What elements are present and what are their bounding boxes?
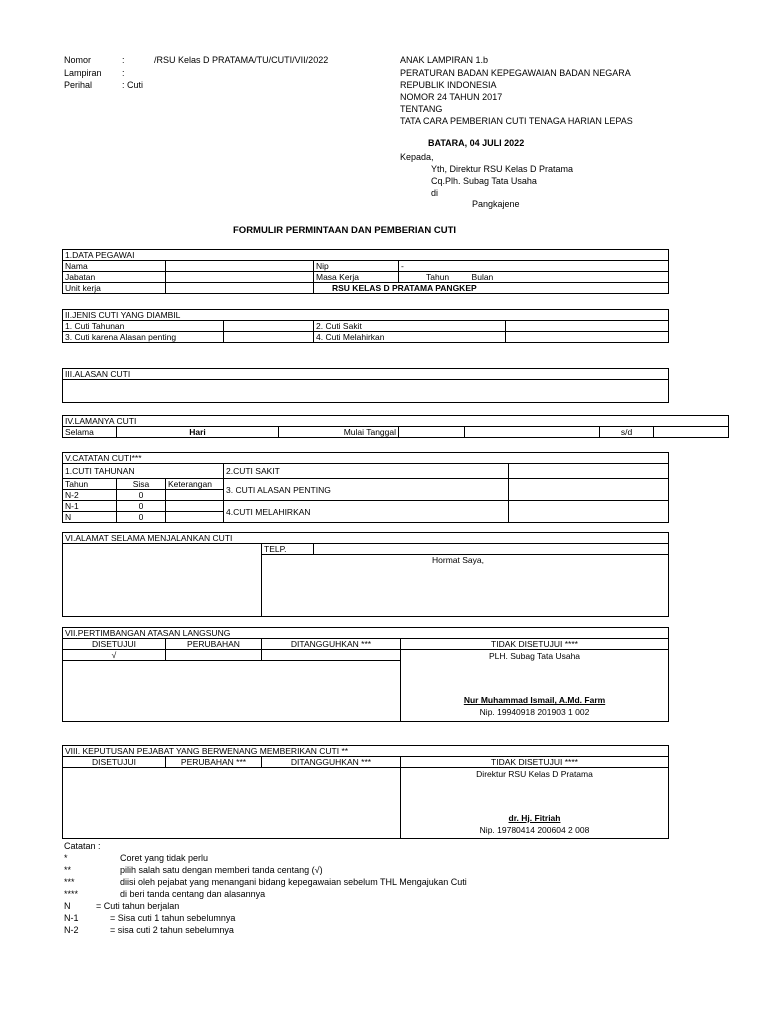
section-5-title: V.CATATAN CUTI*** — [63, 453, 669, 464]
mulai-tanggal-field[interactable] — [465, 427, 600, 438]
section-2-title: II.JENIS CUTI YANG DIAMBIL — [63, 310, 669, 321]
checkbox-cuti-tahunan[interactable] — [224, 321, 314, 332]
option-cuti-melahirkan: 4. Cuti Melahirkan — [314, 332, 506, 343]
tahun-label: Tahun — [426, 272, 450, 282]
perubahan-field[interactable] — [166, 650, 262, 661]
note-text: = Sisa cuti 1 tahun sebelumnya — [110, 913, 236, 923]
annex-line-5: TENTANG — [400, 104, 443, 114]
row-tahun: N — [63, 512, 117, 523]
addressee-cq: Cq.Plh. Subag Tata Usaha — [431, 176, 537, 186]
col-tahun: Tahun — [63, 479, 117, 490]
kepada: Kepada, — [400, 152, 434, 162]
row-sisa: 0 — [117, 512, 166, 523]
sd-label: s/d — [600, 427, 654, 438]
note-text: di beri tanda centang dan alasannya — [120, 889, 266, 899]
form-title: FORMULIR PERMINTAAN DAN PEMBERIAN CUTI — [233, 225, 457, 236]
mulai-spacer — [399, 427, 465, 438]
row-keterangan[interactable] — [166, 512, 224, 523]
nomor-label: Nomor — [64, 55, 92, 65]
row-tahun: N-1 — [63, 501, 117, 512]
annex-line-6: TATA CARA PEMBERIAN CUTI TENAGA HARIAN LEPAS — [400, 116, 633, 126]
section-1-title: 1.DATA PEGAWAI — [63, 250, 669, 261]
pejabat-nip: Nip. 19780414 200604 2 008 — [479, 825, 590, 835]
masa-kerja-field[interactable] — [399, 272, 669, 283]
note-key: N — [64, 901, 71, 911]
pejabat-position: Direktur RSU Kelas D Pratama — [476, 769, 593, 779]
col-tidak-disetujui: TIDAK DISETUJUI **** — [401, 757, 669, 768]
section-6-title: VI.ALAMAT SELAMA MENJALANKAN CUTI — [63, 533, 669, 544]
checkbox-cuti-alasan-penting[interactable] — [224, 332, 314, 343]
nama-field[interactable] — [166, 261, 314, 272]
col-perubahan: PERUBAHAN *** — [166, 757, 262, 768]
section-keputusan-pejabat — [62, 745, 669, 839]
section-7-title: VII.PERTIMBANGAN ATASAN LANGSUNG — [63, 628, 669, 639]
hari-field[interactable]: Hari — [117, 427, 279, 438]
col-ditangguhkan: DITANGGUHKAN *** — [262, 639, 401, 650]
addressee: Yth, Direktur RSU Kelas D Pratama — [431, 164, 574, 174]
addressee-city: Pangkajene — [472, 199, 520, 209]
annex-line-3: REPUBLIK INDONESIA — [400, 80, 497, 90]
pejabat-name: dr. Hj. Fitriah — [508, 813, 561, 823]
hormat-saya: Hormat Saya, — [262, 555, 669, 617]
atasan-name: Nur Muhammad Ismail, A.Md. Farm — [463, 695, 606, 705]
lampiran-separator: : — [122, 68, 125, 78]
col-disetujui: DISETUJUI — [63, 639, 166, 650]
note-key: N-1 — [64, 913, 79, 923]
note-key: N-2 — [64, 925, 79, 935]
col-tidak-disetujui: TIDAK DISETUJUI **** — [401, 639, 669, 650]
selama-label: Selama — [63, 427, 117, 438]
section-8-title: VIII. KEPUTUSAN PEJABAT YANG BERWENANG MEMBERIKAN CUTI ** — [63, 746, 669, 757]
atasan-signature-block — [401, 650, 669, 722]
cuti-alasan-penting-field[interactable] — [509, 479, 669, 501]
section-pertimbangan-atasan — [62, 627, 669, 722]
section-data-pegawai — [62, 249, 669, 294]
pertimbangan-notes-field[interactable] — [63, 661, 401, 722]
col-ditangguhkan: DITANGGUHKAN *** — [262, 757, 401, 768]
telp-label: TELP. — [262, 544, 314, 555]
jabatan-label: Jabatan — [63, 272, 166, 283]
masa-kerja-label: Masa Kerja — [314, 272, 399, 283]
option-cuti-sakit: 2. Cuti Sakit — [314, 321, 506, 332]
note-text: pilih salah satu dengan memberi tanda centang (√) — [120, 865, 323, 875]
section-jenis-cuti — [62, 309, 669, 343]
col-disetujui: DISETUJUI — [63, 757, 166, 768]
ditangguhkan-field[interactable] — [262, 650, 401, 661]
cuti-sakit-label: 2.CUTI SAKIT — [224, 464, 509, 479]
cuti-sakit-field[interactable] — [509, 464, 669, 479]
nomor-separator: : — [122, 55, 125, 65]
note-key: *** — [64, 877, 75, 887]
pejabat-signature-block — [401, 768, 669, 839]
row-tahun: N-2 — [63, 490, 117, 501]
perihal-value: : Cuti — [122, 80, 144, 90]
cuti-melahirkan-label: 4.CUTI MELAHIRKAN — [224, 501, 509, 523]
section-alamat-cuti — [62, 532, 669, 617]
bulan-label: Bulan — [471, 272, 494, 282]
unit-kerja-value: RSU KELAS D PRATAMA PANGKEP — [314, 283, 669, 294]
unit-kerja-label: Unit kerja — [63, 283, 166, 294]
section-lamanya-cuti — [62, 415, 729, 438]
nomor-value: /RSU Kelas D PRATAMA/TU/CUTI/VII/2022 — [154, 55, 329, 65]
place-date: BATARA, 04 JULI 2022 — [428, 138, 525, 148]
checkbox-cuti-sakit[interactable] — [506, 321, 669, 332]
option-cuti-alasan-penting: 3. Cuti karena Alasan penting — [63, 332, 224, 343]
row-keterangan[interactable] — [166, 490, 224, 501]
col-sisa: Sisa — [117, 479, 166, 490]
sampai-tanggal-field[interactable] — [654, 427, 729, 438]
cuti-melahirkan-field[interactable] — [509, 501, 669, 523]
lampiran-label: Lampiran — [64, 68, 102, 78]
note-text: = sisa cuti 2 tahun sebelumnya — [110, 925, 234, 935]
cuti-alasan-penting-label: 3. CUTI ALASAN PENTING — [224, 479, 509, 501]
telp-field[interactable] — [314, 544, 669, 555]
note-text: Coret yang tidak perlu — [120, 853, 209, 863]
checkbox-cuti-melahirkan[interactable] — [506, 332, 669, 343]
notes-title: Catatan : — [64, 841, 101, 851]
jabatan-field[interactable] — [166, 272, 314, 283]
alasan-cuti-field[interactable] — [63, 380, 669, 403]
alamat-field[interactable] — [63, 544, 262, 617]
annex-line-1: ANAK LAMPIRAN 1.b — [400, 55, 489, 65]
note-key: **** — [64, 889, 79, 899]
col-keterangan: Keterangan — [166, 479, 224, 490]
note-key: * — [64, 853, 68, 863]
nip-field[interactable]: - — [399, 261, 669, 272]
section-alasan-cuti — [62, 368, 669, 403]
mulai-tanggal-label: Mulai Tanggal — [279, 427, 399, 438]
row-sisa: 0 — [117, 501, 166, 512]
note-key: ** — [64, 865, 72, 875]
nip-label: Nip — [314, 261, 399, 272]
nama-label: Nama — [63, 261, 166, 272]
section-3-title: III.ALASAN CUTI — [63, 369, 669, 380]
note-text: = Cuti tahun berjalan — [96, 901, 180, 911]
section-catatan-cuti — [62, 452, 669, 523]
option-cuti-tahunan: 1. Cuti Tahunan — [63, 321, 224, 332]
checkmark-disetujui[interactable]: √ — [63, 650, 166, 661]
note-text: diisi oleh pejabat yang menangani bidang kepegawaian sebelum THL Mengajukan Cuti — [120, 877, 467, 887]
section-4-title: IV.LAMANYA CUTI — [63, 416, 729, 427]
annex-line-2: PERATURAN BADAN KEPEGAWAIAN BADAN NEGARA — [400, 68, 631, 78]
annex-line-4: NOMOR 24 TAHUN 2017 — [400, 92, 503, 102]
addressee-di: di — [431, 188, 439, 198]
unit-kerja-field-left[interactable] — [166, 283, 314, 294]
row-sisa: 0 — [117, 490, 166, 501]
cuti-tahunan-header: 1.CUTI TAHUNAN — [63, 464, 224, 479]
perihal-label: Perihal — [64, 80, 93, 90]
atasan-position: PLH. Subag Tata Usaha — [488, 651, 581, 661]
keputusan-field[interactable] — [63, 768, 401, 839]
row-keterangan[interactable] — [166, 501, 224, 512]
atasan-nip: Nip. 19940918 201903 1 002 — [479, 707, 590, 717]
col-perubahan: PERUBAHAN — [166, 639, 262, 650]
